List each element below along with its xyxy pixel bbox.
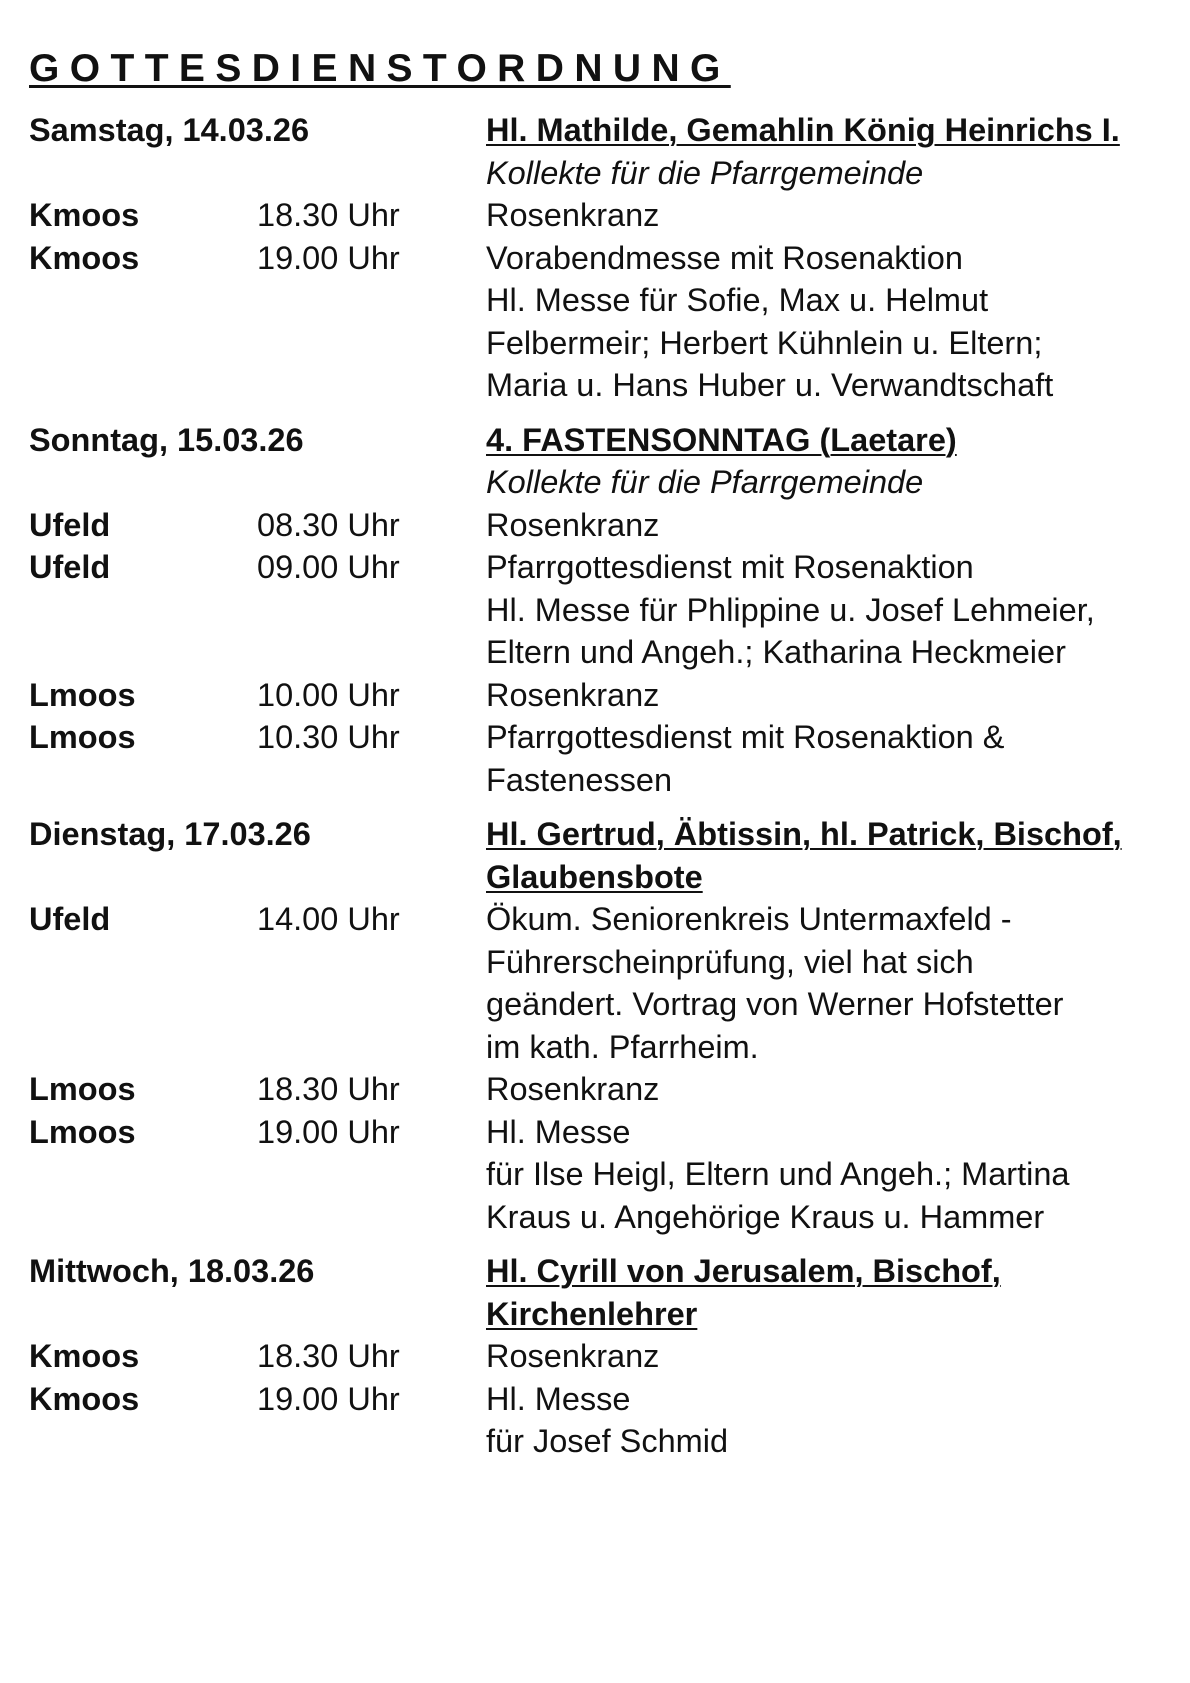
service-line: Eltern und Angeh.; Katharina Heckmeier — [486, 634, 1066, 670]
service-description — [486, 546, 1159, 674]
service-line: Pfarrgottesdienst mit Rosenaktion & — [486, 719, 1005, 755]
service-row — [29, 898, 1159, 1068]
service-line: Rosenkranz — [486, 1338, 660, 1374]
service-time: 14.00 Uhr — [257, 901, 400, 937]
spacer — [29, 461, 486, 504]
collection-row — [29, 461, 1159, 504]
day-header — [29, 813, 1159, 898]
service-description — [486, 504, 1159, 547]
service-time: 08.30 Uhr — [257, 506, 400, 543]
service-description — [486, 1068, 1159, 1111]
service-line: Kraus u. Angehörige Kraus u. Hammer — [486, 1198, 1045, 1235]
service-line: Hl. Messe — [486, 1113, 631, 1150]
page-title: GOTTESDIENSTORDNUNG — [29, 47, 731, 90]
service-line: Hl. Messe für Phlippine u. Josef Lehmeier, — [486, 591, 1095, 628]
service-time: 10.00 Uhr — [257, 676, 400, 713]
service-row — [29, 1068, 1159, 1111]
service-description — [486, 1335, 1159, 1378]
service-description — [486, 1378, 1159, 1463]
service-time: 19.00 Uhr — [257, 1380, 400, 1417]
day-header — [29, 1250, 1159, 1335]
feast-title: Hl. Mathilde, Gemahlin König Heinrichs I. — [486, 112, 1120, 148]
service-place: Lmoos — [29, 676, 136, 713]
service-row — [29, 546, 1159, 674]
feast-title: Hl. Gertrud, Äbtissin, hl. Patrick, Bischof, Glaubensbote — [486, 816, 1122, 895]
service-place: Lmoos — [29, 1113, 136, 1150]
service-line: für Ilse Heigl, Eltern und Angeh.; Martina — [486, 1156, 1070, 1192]
service-time: 10.30 Uhr — [257, 719, 400, 755]
service-row — [29, 237, 1159, 407]
service-line: Rosenkranz — [486, 506, 660, 543]
service-place: Kmoos — [29, 1380, 140, 1417]
service-line: Vorabendmesse mit Rosenaktion — [486, 239, 963, 276]
feast-cell — [486, 813, 1159, 898]
day-block — [29, 1250, 1159, 1463]
service-place: Ufeld — [29, 506, 111, 543]
service-time: 18.30 Uhr — [257, 1071, 400, 1107]
service-place: Kmoos — [29, 239, 140, 276]
day-header — [29, 109, 1159, 152]
service-row — [29, 504, 1159, 547]
service-place: Lmoos — [29, 1071, 136, 1107]
service-line: Maria u. Hans Huber u. Verwandtschaft — [486, 367, 1054, 403]
service-row — [29, 716, 1159, 801]
service-description — [486, 674, 1159, 717]
day-date: Sonntag, 15.03.26 — [29, 421, 304, 458]
service-line: Pfarrgottesdienst mit Rosenaktion — [486, 549, 974, 585]
day-date: Mittwoch, 18.03.26 — [29, 1253, 315, 1289]
service-place: Ufeld — [29, 901, 111, 937]
day-block — [29, 109, 1159, 407]
service-schedule — [29, 44, 1159, 1475]
service-line: im kath. Pfarrheim. — [486, 1028, 759, 1065]
service-time: 09.00 Uhr — [257, 549, 400, 585]
service-place: Kmoos — [29, 197, 140, 233]
service-description — [486, 194, 1159, 237]
service-line: Ökum. Seniorenkreis Untermaxfeld - — [486, 901, 1012, 937]
collection-note: Kollekte für die Pfarrgemeinde — [486, 154, 924, 191]
service-line: Felbermeir; Herbert Kühnlein u. Eltern; — [486, 324, 1043, 361]
day-block — [29, 813, 1159, 1238]
spacer — [29, 152, 486, 195]
service-row — [29, 1111, 1159, 1239]
service-row — [29, 1378, 1159, 1463]
service-description — [486, 716, 1159, 801]
day-date: Dienstag, 17.03.26 — [29, 816, 311, 852]
service-time: 18.30 Uhr — [257, 1338, 400, 1374]
service-line: Hl. Messe — [486, 1380, 631, 1417]
day-block — [29, 419, 1159, 802]
service-line: Führerscheinprüfung, viel hat sich — [486, 943, 974, 980]
service-description — [486, 1111, 1159, 1239]
service-time: 19.00 Uhr — [257, 239, 400, 276]
service-description — [486, 898, 1159, 1068]
service-place: Kmoos — [29, 1338, 140, 1374]
collection-row — [29, 152, 1159, 195]
day-date: Samstag, 14.03.26 — [29, 112, 310, 148]
service-row — [29, 674, 1159, 717]
service-row — [29, 1335, 1159, 1378]
service-line: Fastenessen — [486, 761, 673, 798]
service-place: Ufeld — [29, 549, 111, 585]
feast-cell — [486, 109, 1159, 152]
service-line: Hl. Messe für Sofie, Max u. Helmut — [486, 282, 989, 318]
feast-title: 4. FASTENSONNTAG (Laetare) — [486, 421, 957, 458]
service-description — [486, 237, 1159, 407]
day-header — [29, 419, 1159, 462]
feast-cell — [486, 1250, 1159, 1335]
service-place: Lmoos — [29, 719, 136, 755]
service-line: Rosenkranz — [486, 676, 660, 713]
feast-title: Hl. Cyrill von Jerusalem, Bischof, Kirchenlehrer — [486, 1253, 1001, 1332]
service-line: Rosenkranz — [486, 197, 660, 233]
service-line: geändert. Vortrag von Werner Hofstetter — [486, 986, 1064, 1022]
service-time: 18.30 Uhr — [257, 197, 400, 233]
feast-cell — [486, 419, 1159, 462]
service-line: für Josef Schmid — [486, 1423, 729, 1459]
service-row — [29, 194, 1159, 237]
service-line: Rosenkranz — [486, 1071, 660, 1107]
collection-note: Kollekte für die Pfarrgemeinde — [486, 464, 924, 500]
day-list — [29, 109, 1159, 1463]
service-time: 19.00 Uhr — [257, 1113, 400, 1150]
